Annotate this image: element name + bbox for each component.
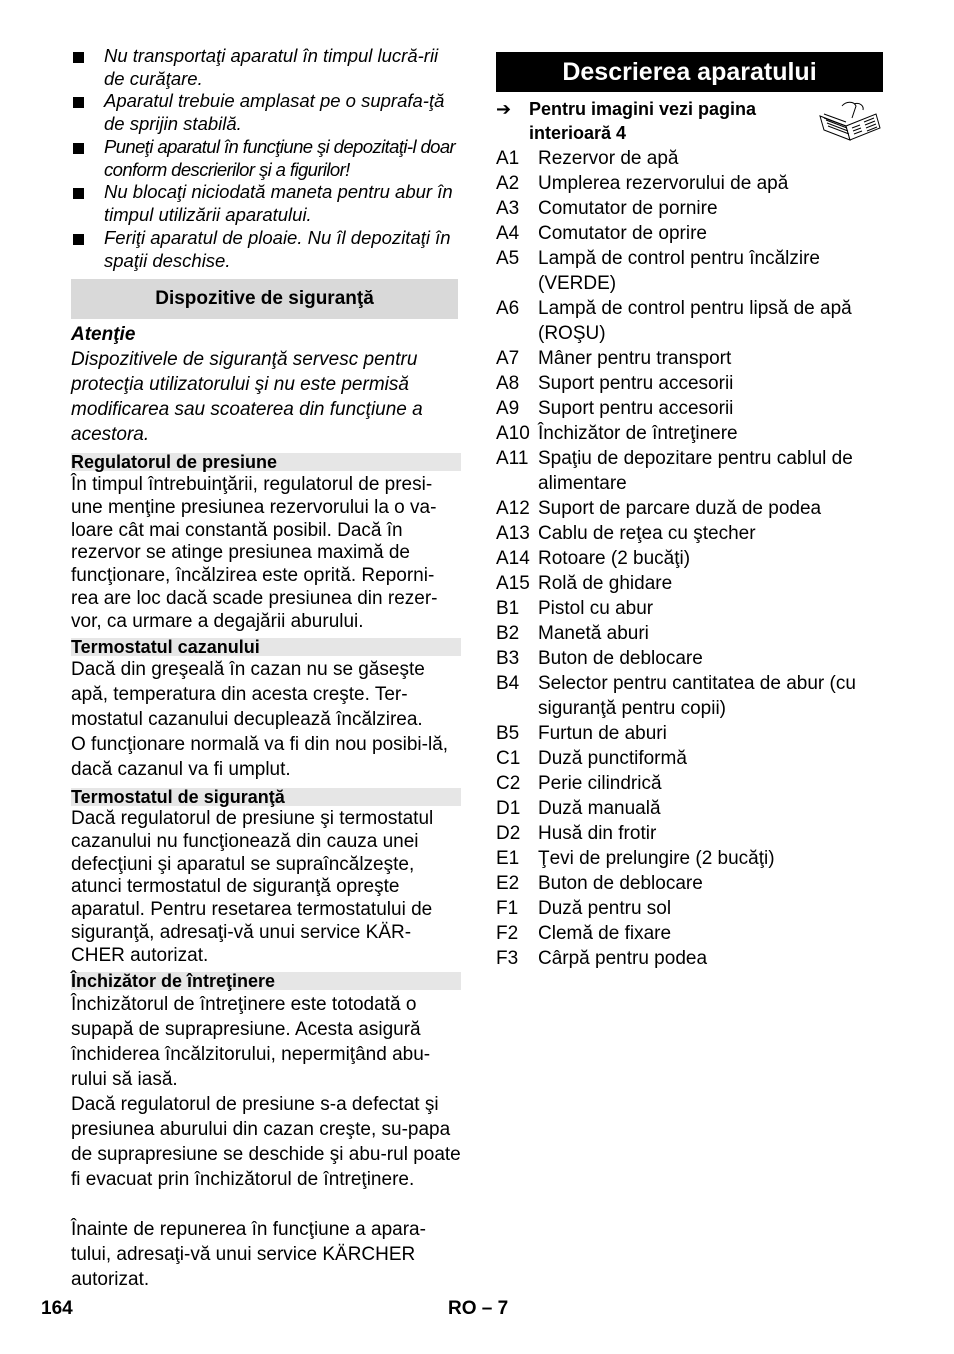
list-item: A13 Cablu de reţea cu ştecher — [496, 523, 756, 544]
list-item: B2 Manetă aburi — [496, 623, 649, 644]
attention-label: Atenţie — [71, 324, 136, 345]
list-item: E2 Buton de deblocare — [496, 873, 703, 894]
list-item: Aparatul trebuie amplasat pe o suprafa-ţă de sprijin stabilă. — [71, 90, 461, 135]
list-item: C2 Perie cilindrică — [496, 773, 662, 794]
list-item: B3 Buton de deblocare — [496, 648, 703, 669]
list-item: A12 Suport de parcare duză de podea — [496, 498, 822, 519]
list-item: C1 Duză punctiformă — [496, 748, 687, 769]
list-item: Nu transportaţi aparatul în timpul lucră-rii de curăţare. — [71, 45, 461, 90]
list-item: A14 Rotoare (2 bucăţi) — [496, 548, 691, 569]
section-page-label: RO – 7 — [448, 1298, 509, 1319]
list-item: A6 Lampă de control pentru lipsă de apă (ROŞU) — [496, 298, 852, 344]
attention-text: Dispozitivele de siguranţă servesc pentru protecţia utilizatorului şi nu este permisă modificarea sau scoaterea din funcţiune a acestora. — [71, 349, 423, 445]
list-item: A15 Rolă de ghidare — [496, 573, 673, 594]
list-item: A9 Suport pentru accesorii — [496, 398, 734, 419]
section-heading: Dispozitive de siguranţă — [71, 279, 458, 319]
list-item: A1 Rezervor de apă — [496, 148, 679, 169]
list-item: B5 Furtun de aburi — [496, 723, 667, 744]
component-legend — [496, 146, 886, 971]
maintenance-closure-text-2: Dacă regulatorul de presiune s-a defectat şi presiunea aburului din cazan creşte, su-papa de suprapresiune se deschide şi abu-rul poate fi evacuat prin închizătorul de întreţinere. — [71, 1094, 461, 1190]
list-item: Puneţi aparatul în funcţiune şi depozitaţi-l doar conform descrierilor şi a figurilor! — [71, 136, 461, 181]
page-number: 164 — [41, 1298, 73, 1319]
pressure-regulator-text: În timpul întrebuinţării, regulatorul de presi-une menţine presiunea rezervorului la o va-loare cât mai constantă posibil. Dacă în rezervor se atinge presiunea maximă de funcţionare, încălzirea este oprită. Reporni-rea are loc dacă scade presiunea din rezer-vor, ca urmare a degajării aburului. — [71, 474, 438, 632]
list-item: B4 Selector pentru cantitatea de abur (cu siguranţă pentru copii) — [496, 673, 856, 719]
arrow-right-icon: ➔ — [496, 99, 512, 119]
list-item: B1 Pistol cu abur — [496, 598, 654, 619]
pressure-regulator-heading: Regulatorul de presiune — [71, 453, 461, 471]
list-item: Feriţi aparatul de ploaie. Nu îl depozitaţi în spaţii deschise. — [71, 227, 461, 272]
list-item: A5 Lampă de control pentru încălzire (VERDE) — [496, 248, 820, 294]
safety-thermostat-heading: Termostatul de siguranţă — [71, 788, 461, 806]
open-book-icon — [816, 100, 882, 142]
list-item: D1 Duză manuală — [496, 798, 661, 819]
boiler-thermostat-text-2: O funcţionare normală va fi din nou posibi-lă, dacă cazanul va fi umplut. — [71, 734, 449, 780]
boiler-thermostat-text: Dacă din greşeală în cazan nu se găseşte apă, temperatura din acesta creşte. Ter-mostatul cazanului decuplează încălzirea. — [71, 659, 425, 730]
list-item: A11 Spaţiu de depozitare pentru cablul de alimentare — [496, 448, 853, 494]
bullet-square-icon — [73, 188, 84, 199]
list-item: Nu blocaţi niciodată maneta pentru abur în timpul utilizării aparatului. — [71, 181, 461, 226]
maintenance-closure-text-3: Înainte de repunerea în funcţiune a apara-tului, adresaţi-vă unui service KÄRCHER autorizat. — [71, 1219, 426, 1290]
bullet-square-icon — [73, 52, 84, 63]
list-item: A10 Închizător de întreţinere — [496, 423, 738, 444]
list-item: E1 Ţevi de prelungire (2 bucăţi) — [496, 848, 775, 869]
list-item: A4 Comutator de oprire — [496, 223, 707, 244]
list-item: F2 Clemă de fixare — [496, 923, 672, 944]
bullet-square-icon — [73, 97, 84, 108]
list-item: A8 Suport pentru accesorii — [496, 373, 734, 394]
section-title-banner: Descrierea aparatului — [496, 52, 883, 92]
list-item: A3 Comutator de pornire — [496, 198, 718, 219]
list-item: F1 Duză pentru sol — [496, 898, 672, 919]
bullet-square-icon — [73, 143, 84, 154]
maintenance-closure-heading: Închizător de întreţinere — [71, 972, 461, 990]
boiler-thermostat-heading: Termostatul cazanului — [71, 638, 461, 656]
maintenance-closure-text: Închizătorul de întreţinere este totodată o supapă de suprapresiune. Acesta asigură închiderea încălzitorului, nepermiţând abu-rului să iasă. — [71, 994, 431, 1090]
bullet-square-icon — [73, 234, 84, 245]
list-item: A2 Umplerea rezervorului de apă — [496, 173, 789, 194]
list-item: A7 Mâner pentru transport — [496, 348, 732, 369]
safety-thermostat-text: Dacă regulatorul de presiune şi termostatul cazanului nu funcţionează din cauza unei defecţiuni şi aparatul se supraîncălzeşte, atunci termostatul de siguranţă opreşte aparatul. Pentru resetarea termostatului de siguranţă, adresaţi-vă unui service KÄR-CHER autorizat. — [71, 808, 434, 966]
attention-block — [71, 322, 461, 447]
bullet-list — [71, 45, 461, 272]
list-item: D2 Husă din frotir — [496, 823, 657, 844]
list-item: F3 Cârpă pentru podea — [496, 948, 708, 969]
figure-reference-text: Pentru imagini vezi pagina interioară 4 — [529, 99, 757, 143]
